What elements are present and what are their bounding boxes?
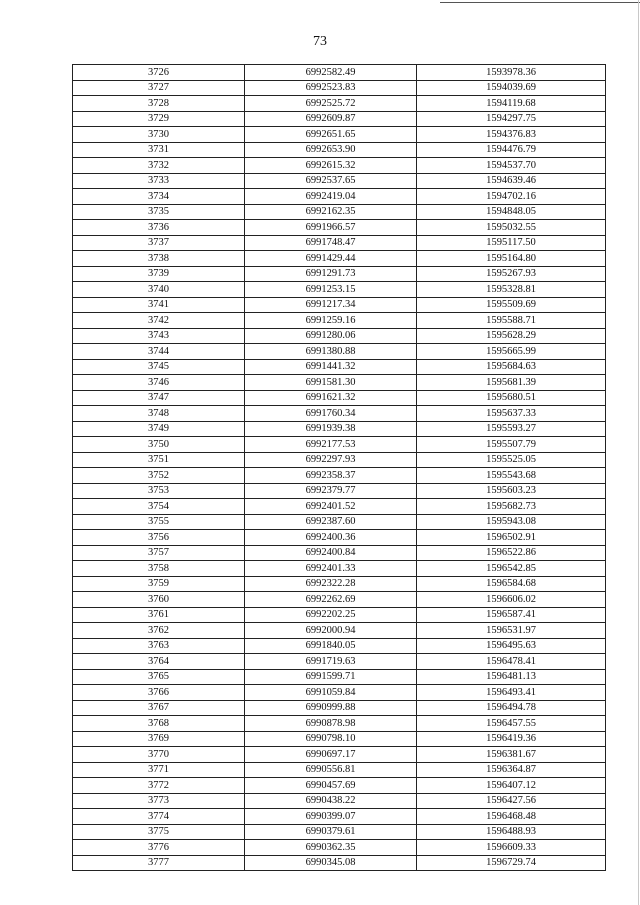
table-row xyxy=(73,189,606,205)
table-row xyxy=(73,654,606,670)
x-coordinate-cell: 6992262.69 xyxy=(245,592,417,608)
y-coordinate-cell: 1596495.63 xyxy=(417,638,606,654)
table-row xyxy=(73,452,606,468)
x-coordinate-cell: 6992358.37 xyxy=(245,468,417,484)
point-number-cell: 3748 xyxy=(73,406,245,422)
y-coordinate-cell: 1596587.41 xyxy=(417,607,606,623)
y-coordinate-cell: 1596494.78 xyxy=(417,700,606,716)
table-row xyxy=(73,437,606,453)
point-number-cell: 3767 xyxy=(73,700,245,716)
x-coordinate-cell: 6990556.81 xyxy=(245,762,417,778)
table-row xyxy=(73,282,606,298)
table-row xyxy=(73,638,606,654)
point-number-cell: 3752 xyxy=(73,468,245,484)
point-number-cell: 3776 xyxy=(73,840,245,856)
table-row xyxy=(73,142,606,158)
point-number-cell: 3751 xyxy=(73,452,245,468)
point-number-cell: 3739 xyxy=(73,266,245,282)
table-row xyxy=(73,762,606,778)
y-coordinate-cell: 1595628.29 xyxy=(417,328,606,344)
table-row xyxy=(73,778,606,794)
point-number-cell: 3746 xyxy=(73,375,245,391)
y-coordinate-cell: 1596584.68 xyxy=(417,576,606,592)
x-coordinate-cell: 6991280.06 xyxy=(245,328,417,344)
x-coordinate-cell: 6990878.98 xyxy=(245,716,417,732)
x-coordinate-cell: 6991429.44 xyxy=(245,251,417,267)
x-coordinate-cell: 6991966.57 xyxy=(245,220,417,236)
point-number-cell: 3764 xyxy=(73,654,245,670)
table-row xyxy=(73,235,606,251)
y-coordinate-cell: 1594119.68 xyxy=(417,96,606,112)
x-coordinate-cell: 6992582.49 xyxy=(245,65,417,81)
point-number-cell: 3756 xyxy=(73,530,245,546)
y-coordinate-cell: 1595328.81 xyxy=(417,282,606,298)
y-coordinate-cell: 1595593.27 xyxy=(417,421,606,437)
y-coordinate-cell: 1595525.05 xyxy=(417,452,606,468)
y-coordinate-cell: 1594702.16 xyxy=(417,189,606,205)
y-coordinate-cell: 1596502.91 xyxy=(417,530,606,546)
y-coordinate-cell: 1595117.50 xyxy=(417,235,606,251)
x-coordinate-cell: 6992525.72 xyxy=(245,96,417,112)
x-coordinate-cell: 6990798.10 xyxy=(245,731,417,747)
table-row xyxy=(73,111,606,127)
point-number-cell: 3747 xyxy=(73,390,245,406)
point-number-cell: 3763 xyxy=(73,638,245,654)
point-number-cell: 3769 xyxy=(73,731,245,747)
table-row xyxy=(73,483,606,499)
table-row xyxy=(73,173,606,189)
point-number-cell: 3774 xyxy=(73,809,245,825)
x-coordinate-cell: 6991719.63 xyxy=(245,654,417,670)
x-coordinate-cell: 6992651.65 xyxy=(245,127,417,143)
y-coordinate-cell: 1596542.85 xyxy=(417,561,606,577)
x-coordinate-cell: 6992401.33 xyxy=(245,561,417,577)
table-row xyxy=(73,297,606,313)
point-number-cell: 3729 xyxy=(73,111,245,127)
point-number-cell: 3750 xyxy=(73,437,245,453)
table-row xyxy=(73,855,606,871)
point-number-cell: 3736 xyxy=(73,220,245,236)
table-row xyxy=(73,266,606,282)
y-coordinate-cell: 1595680.51 xyxy=(417,390,606,406)
y-coordinate-cell: 1595267.93 xyxy=(417,266,606,282)
y-coordinate-cell: 1596606.02 xyxy=(417,592,606,608)
point-number-cell: 3760 xyxy=(73,592,245,608)
point-number-cell: 3731 xyxy=(73,142,245,158)
table-row xyxy=(73,313,606,329)
x-coordinate-cell: 6991291.73 xyxy=(245,266,417,282)
y-coordinate-cell: 1596493.41 xyxy=(417,685,606,701)
x-coordinate-cell: 6992419.04 xyxy=(245,189,417,205)
table-row xyxy=(73,592,606,608)
x-coordinate-cell: 6992615.32 xyxy=(245,158,417,174)
table-row xyxy=(73,65,606,81)
point-number-cell: 3758 xyxy=(73,561,245,577)
point-number-cell: 3755 xyxy=(73,514,245,530)
y-coordinate-cell: 1596488.93 xyxy=(417,824,606,840)
x-coordinate-cell: 6992537.65 xyxy=(245,173,417,189)
table-row xyxy=(73,669,606,685)
table-row xyxy=(73,685,606,701)
x-coordinate-cell: 6992387.60 xyxy=(245,514,417,530)
table-row xyxy=(73,406,606,422)
y-coordinate-cell: 1594376.83 xyxy=(417,127,606,143)
x-coordinate-cell: 6991380.88 xyxy=(245,344,417,360)
table-row xyxy=(73,328,606,344)
point-number-cell: 3757 xyxy=(73,545,245,561)
point-number-cell: 3777 xyxy=(73,855,245,871)
y-coordinate-cell: 1596481.13 xyxy=(417,669,606,685)
x-coordinate-cell: 6992400.36 xyxy=(245,530,417,546)
y-coordinate-cell: 1596531.97 xyxy=(417,623,606,639)
x-coordinate-cell: 6991760.34 xyxy=(245,406,417,422)
x-coordinate-cell: 6990999.88 xyxy=(245,700,417,716)
y-coordinate-cell: 1596522.86 xyxy=(417,545,606,561)
point-number-cell: 3735 xyxy=(73,204,245,220)
y-coordinate-cell: 1594848.05 xyxy=(417,204,606,220)
table-row xyxy=(73,359,606,375)
y-coordinate-cell: 1595543.68 xyxy=(417,468,606,484)
x-coordinate-cell: 6992162.35 xyxy=(245,204,417,220)
table-row xyxy=(73,499,606,515)
point-number-cell: 3772 xyxy=(73,778,245,794)
x-coordinate-cell: 6992000.94 xyxy=(245,623,417,639)
point-number-cell: 3738 xyxy=(73,251,245,267)
x-coordinate-cell: 6991217.34 xyxy=(245,297,417,313)
point-number-cell: 3770 xyxy=(73,747,245,763)
point-number-cell: 3753 xyxy=(73,483,245,499)
y-coordinate-cell: 1595603.23 xyxy=(417,483,606,499)
x-coordinate-cell: 6992177.53 xyxy=(245,437,417,453)
y-coordinate-cell: 1596468.48 xyxy=(417,809,606,825)
point-number-cell: 3768 xyxy=(73,716,245,732)
coordinates-table-body xyxy=(73,65,606,871)
point-number-cell: 3745 xyxy=(73,359,245,375)
point-number-cell: 3773 xyxy=(73,793,245,809)
scan-edge-line xyxy=(638,0,639,905)
point-number-cell: 3737 xyxy=(73,235,245,251)
table-row xyxy=(73,80,606,96)
y-coordinate-cell: 1596457.55 xyxy=(417,716,606,732)
point-number-cell: 3734 xyxy=(73,189,245,205)
x-coordinate-cell: 6991581.30 xyxy=(245,375,417,391)
point-number-cell: 3741 xyxy=(73,297,245,313)
table-row xyxy=(73,576,606,592)
point-number-cell: 3749 xyxy=(73,421,245,437)
x-coordinate-cell: 6991259.16 xyxy=(245,313,417,329)
x-coordinate-cell: 6992401.52 xyxy=(245,499,417,515)
table-row xyxy=(73,607,606,623)
x-coordinate-cell: 6992322.28 xyxy=(245,576,417,592)
y-coordinate-cell: 1595682.73 xyxy=(417,499,606,515)
x-coordinate-cell: 6990379.61 xyxy=(245,824,417,840)
y-coordinate-cell: 1595943.08 xyxy=(417,514,606,530)
scan-edge-line xyxy=(440,2,640,3)
y-coordinate-cell: 1596407.12 xyxy=(417,778,606,794)
x-coordinate-cell: 6991599.71 xyxy=(245,669,417,685)
point-number-cell: 3771 xyxy=(73,762,245,778)
table-row xyxy=(73,220,606,236)
y-coordinate-cell: 1594639.46 xyxy=(417,173,606,189)
table-row xyxy=(73,793,606,809)
point-number-cell: 3728 xyxy=(73,96,245,112)
table-row xyxy=(73,344,606,360)
point-number-cell: 3759 xyxy=(73,576,245,592)
x-coordinate-cell: 6991621.32 xyxy=(245,390,417,406)
table-row xyxy=(73,716,606,732)
x-coordinate-cell: 6991441.32 xyxy=(245,359,417,375)
x-coordinate-cell: 6992653.90 xyxy=(245,142,417,158)
table-row xyxy=(73,251,606,267)
x-coordinate-cell: 6992379.77 xyxy=(245,483,417,499)
table-row xyxy=(73,530,606,546)
table-row xyxy=(73,561,606,577)
point-number-cell: 3742 xyxy=(73,313,245,329)
y-coordinate-cell: 1596729.74 xyxy=(417,855,606,871)
y-coordinate-cell: 1595681.39 xyxy=(417,375,606,391)
table-row xyxy=(73,421,606,437)
point-number-cell: 3754 xyxy=(73,499,245,515)
x-coordinate-cell: 6990345.08 xyxy=(245,855,417,871)
y-coordinate-cell: 1595509.69 xyxy=(417,297,606,313)
y-coordinate-cell: 1595684.63 xyxy=(417,359,606,375)
point-number-cell: 3744 xyxy=(73,344,245,360)
table-row xyxy=(73,204,606,220)
y-coordinate-cell: 1593978.36 xyxy=(417,65,606,81)
table-row xyxy=(73,700,606,716)
point-number-cell: 3730 xyxy=(73,127,245,143)
y-coordinate-cell: 1596609.33 xyxy=(417,840,606,856)
table-row xyxy=(73,545,606,561)
x-coordinate-cell: 6992297.93 xyxy=(245,452,417,468)
x-coordinate-cell: 6992400.84 xyxy=(245,545,417,561)
table-row xyxy=(73,747,606,763)
table-row xyxy=(73,127,606,143)
table-row xyxy=(73,375,606,391)
x-coordinate-cell: 6990438.22 xyxy=(245,793,417,809)
point-number-cell: 3732 xyxy=(73,158,245,174)
x-coordinate-cell: 6990362.35 xyxy=(245,840,417,856)
y-coordinate-cell: 1594476.79 xyxy=(417,142,606,158)
point-number-cell: 3740 xyxy=(73,282,245,298)
y-coordinate-cell: 1596364.87 xyxy=(417,762,606,778)
point-number-cell: 3762 xyxy=(73,623,245,639)
table-row xyxy=(73,623,606,639)
y-coordinate-cell: 1596381.67 xyxy=(417,747,606,763)
y-coordinate-cell: 1595032.55 xyxy=(417,220,606,236)
y-coordinate-cell: 1594039.69 xyxy=(417,80,606,96)
y-coordinate-cell: 1595665.99 xyxy=(417,344,606,360)
y-coordinate-cell: 1594537.70 xyxy=(417,158,606,174)
y-coordinate-cell: 1595588.71 xyxy=(417,313,606,329)
x-coordinate-cell: 6991939.38 xyxy=(245,421,417,437)
table-row xyxy=(73,158,606,174)
table-row xyxy=(73,468,606,484)
point-number-cell: 3766 xyxy=(73,685,245,701)
point-number-cell: 3765 xyxy=(73,669,245,685)
x-coordinate-cell: 6991840.05 xyxy=(245,638,417,654)
table-row xyxy=(73,96,606,112)
x-coordinate-cell: 6991059.84 xyxy=(245,685,417,701)
table-row xyxy=(73,809,606,825)
x-coordinate-cell: 6990457.69 xyxy=(245,778,417,794)
y-coordinate-cell: 1596419.36 xyxy=(417,731,606,747)
table-row xyxy=(73,824,606,840)
x-coordinate-cell: 6992523.83 xyxy=(245,80,417,96)
point-number-cell: 3726 xyxy=(73,65,245,81)
point-number-cell: 3743 xyxy=(73,328,245,344)
x-coordinate-cell: 6992202.25 xyxy=(245,607,417,623)
y-coordinate-cell: 1595637.33 xyxy=(417,406,606,422)
point-number-cell: 3775 xyxy=(73,824,245,840)
x-coordinate-cell: 6991253.15 xyxy=(245,282,417,298)
y-coordinate-cell: 1596478.41 xyxy=(417,654,606,670)
point-number-cell: 3761 xyxy=(73,607,245,623)
y-coordinate-cell: 1596427.56 xyxy=(417,793,606,809)
y-coordinate-cell: 1594297.75 xyxy=(417,111,606,127)
coordinates-table xyxy=(72,64,606,871)
x-coordinate-cell: 6992609.87 xyxy=(245,111,417,127)
x-coordinate-cell: 6990399.07 xyxy=(245,809,417,825)
point-number-cell: 3727 xyxy=(73,80,245,96)
y-coordinate-cell: 1595164.80 xyxy=(417,251,606,267)
x-coordinate-cell: 6991748.47 xyxy=(245,235,417,251)
table-row xyxy=(73,514,606,530)
table-row xyxy=(73,840,606,856)
x-coordinate-cell: 6990697.17 xyxy=(245,747,417,763)
table-row xyxy=(73,731,606,747)
table-row xyxy=(73,390,606,406)
point-number-cell: 3733 xyxy=(73,173,245,189)
page-number: 73 xyxy=(313,34,327,49)
y-coordinate-cell: 1595507.79 xyxy=(417,437,606,453)
